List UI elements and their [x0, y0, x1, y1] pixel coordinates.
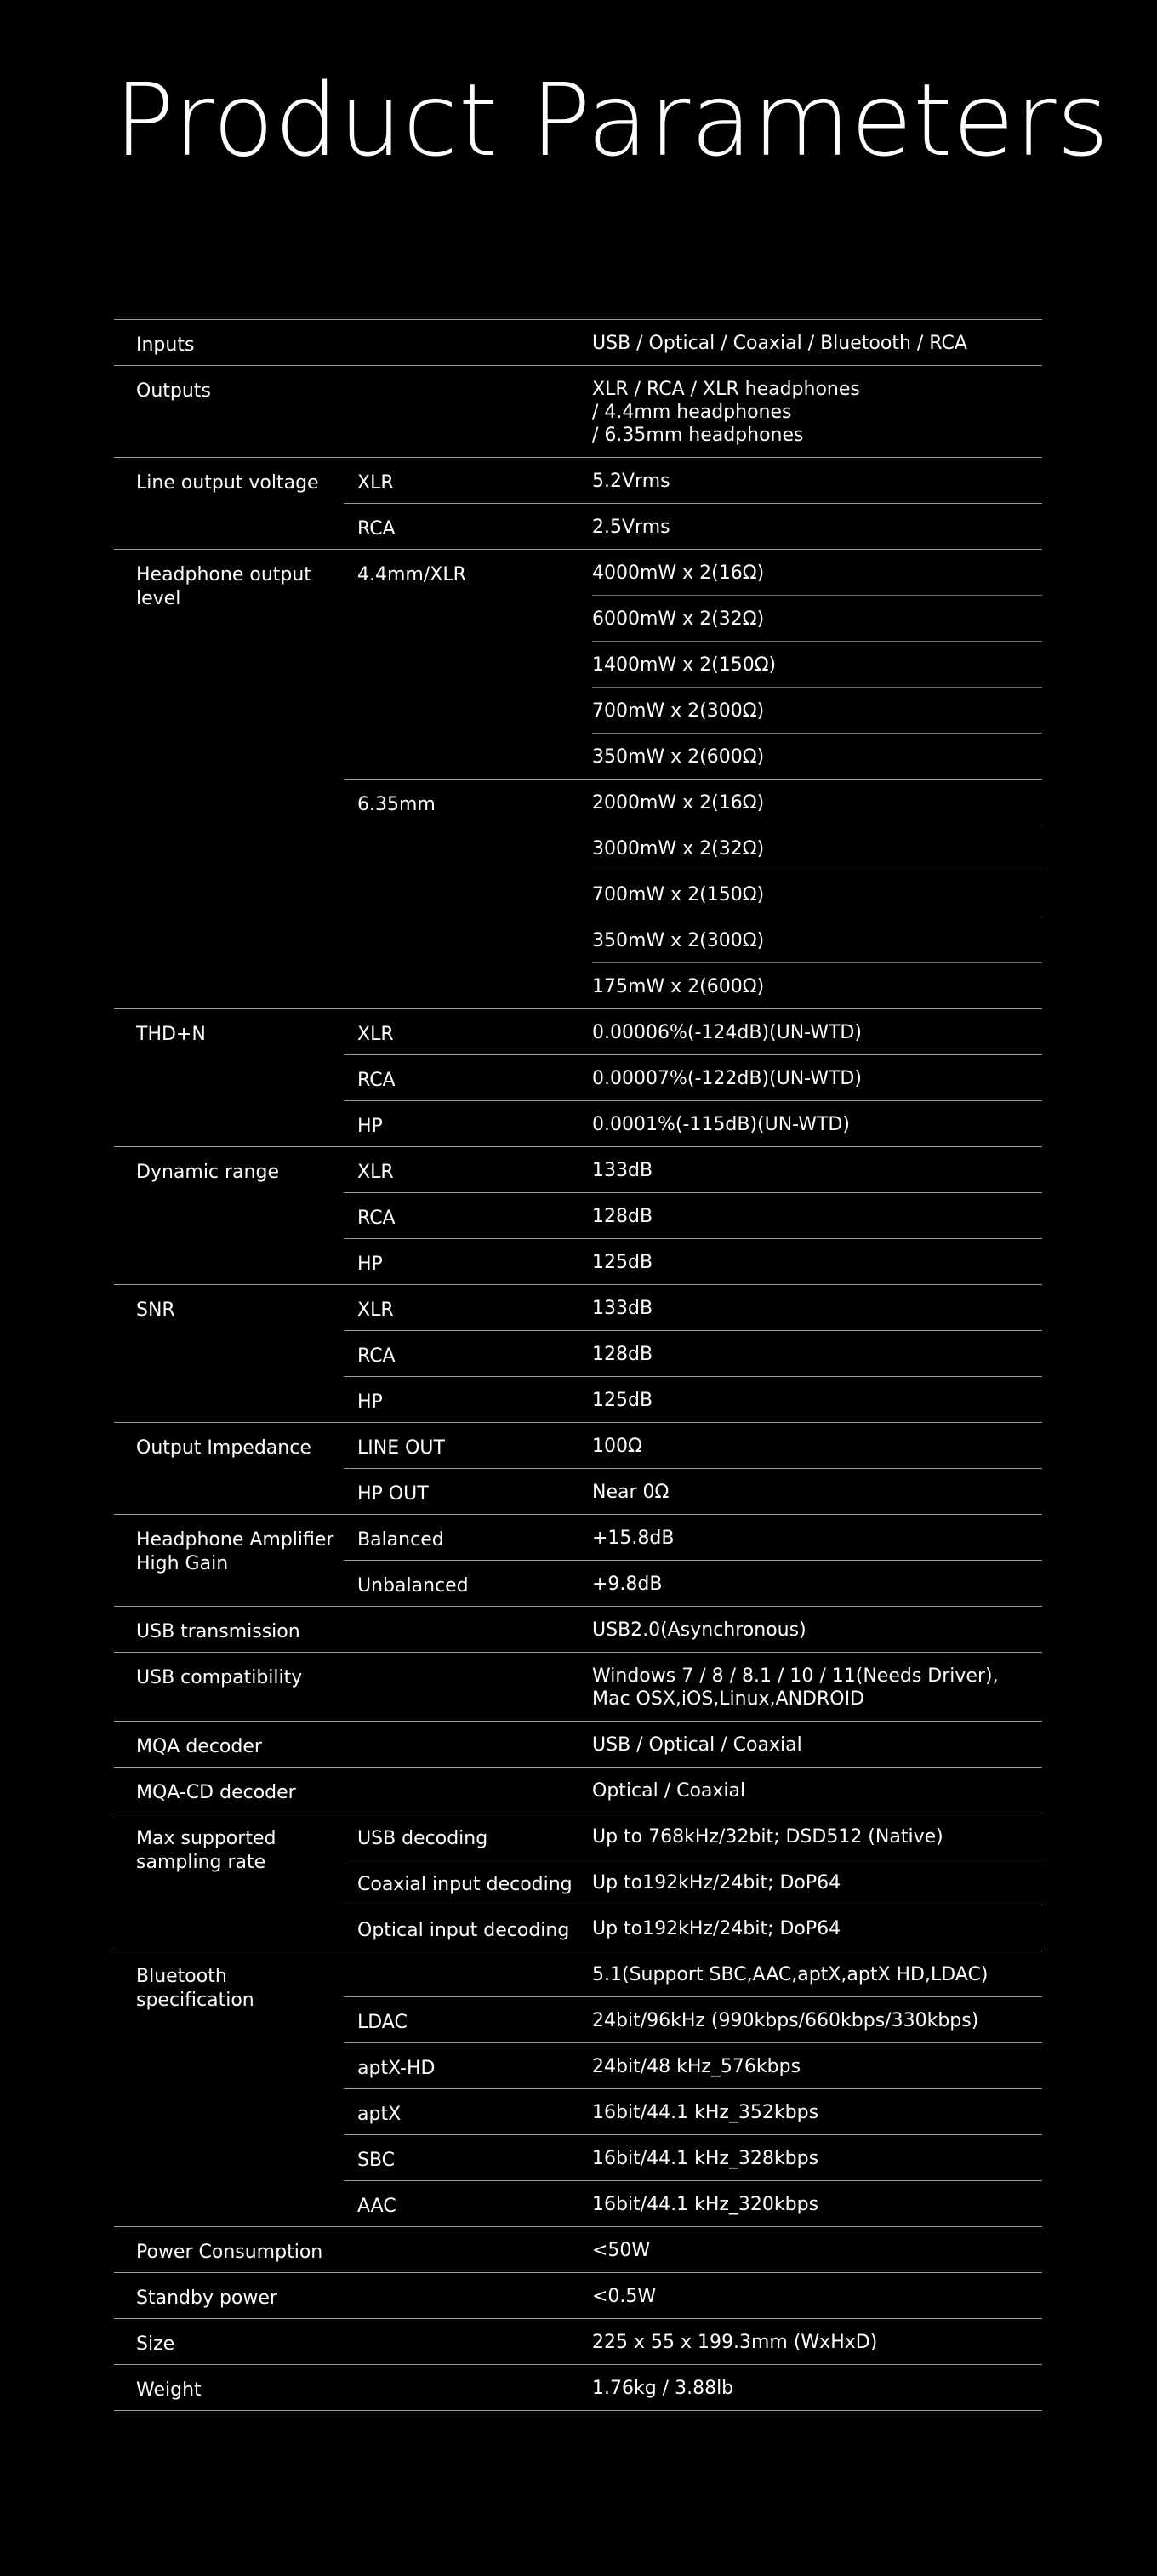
- spec-value: 2.5Vrms: [592, 517, 670, 538]
- spec-value: 24bit/48 kHz_576kbps: [592, 2056, 801, 2077]
- spec-subgroup: [344, 2227, 1042, 2272]
- spec-sublabel: RCA: [357, 518, 396, 540]
- spec-value: 2000mW x 2(16Ω): [592, 792, 765, 814]
- spec-sublabel: XLR: [357, 1024, 394, 1045]
- spec-sublabel: LINE OUT: [357, 1437, 445, 1459]
- spec-sublabel: [344, 2227, 592, 2272]
- spec-subgroup: [344, 550, 1042, 779]
- spec-subgroup: [344, 1330, 1042, 1376]
- spec-label: Output Impedance: [136, 1437, 311, 1459]
- spec-subgroup: [344, 1515, 1042, 1560]
- spec-sublabel: aptX: [357, 2104, 402, 2125]
- spec-sublabel: XLR: [357, 1162, 394, 1183]
- spec-label: Bluetooth specification: [136, 1966, 254, 2011]
- spec-subgroup: [344, 503, 1042, 549]
- spec-value: 350mW x 2(300Ω): [592, 917, 1042, 962]
- spec-subgroup: [344, 1054, 1042, 1100]
- spec-subgroup: [344, 1560, 1042, 1606]
- spec-row: [114, 1515, 1042, 1607]
- spec-label: USB compatibility: [136, 1667, 303, 1688]
- spec-value: Up to192kHz/24bit; DoP64: [592, 1918, 841, 1939]
- spec-subgroup: [344, 1859, 1042, 1905]
- spec-sublabel: 6.35mm: [357, 794, 436, 815]
- spec-value: USB / Optical / Coaxial / Bluetooth / RCA: [592, 333, 967, 354]
- spec-row: [114, 1607, 1042, 1653]
- spec-value: 133dB: [592, 1160, 653, 1181]
- spec-sublabel: XLR: [357, 1299, 394, 1321]
- spec-subgroup: [344, 1722, 1042, 1767]
- spec-label: Outputs: [136, 380, 211, 402]
- spec-subgroup: [344, 320, 1042, 365]
- spec-label: MQA decoder: [136, 1736, 262, 1757]
- spec-label: Standby power: [136, 2288, 277, 2309]
- spec-value: USB / Optical / Coaxial: [592, 1734, 802, 1756]
- spec-subgroup: [344, 1768, 1042, 1813]
- spec-value: <50W: [592, 2240, 651, 2261]
- spec-value: 128dB: [592, 1206, 653, 1227]
- spec-sublabel: HP OUT: [357, 1483, 429, 1505]
- spec-row: [114, 2273, 1042, 2319]
- spec-sublabel: aptX-HD: [357, 2058, 436, 2079]
- spec-row: [114, 1722, 1042, 1768]
- spec-sublabel: Coaxial input decoding: [357, 1874, 573, 1895]
- spec-sublabel: HP: [357, 1116, 383, 1137]
- spec-value: Near 0Ω: [592, 1482, 670, 1503]
- spec-label: Max supported sampling rate: [136, 1828, 276, 1873]
- spec-subgroup: [344, 1423, 1042, 1468]
- spec-table: [114, 319, 1042, 2411]
- spec-subgroup: [344, 1285, 1042, 1330]
- spec-subgroup: [344, 1376, 1042, 1422]
- spec-subgroup: [344, 1468, 1042, 1514]
- spec-label: THD+N: [136, 1024, 206, 1045]
- spec-subgroup: [344, 1905, 1042, 1951]
- spec-label: Headphone Amplifier High Gain: [136, 1529, 334, 1574]
- spec-subgroup: [344, 1996, 1042, 2042]
- spec-subgroup: [344, 2134, 1042, 2180]
- spec-sublabel: RCA: [357, 1070, 396, 1091]
- spec-subgroup: [344, 2319, 1042, 2364]
- spec-value: 0.00007%(-122dB)(UN-WTD): [592, 1068, 862, 1089]
- spec-sublabel: [344, 2319, 592, 2364]
- spec-sublabel: HP: [357, 1391, 383, 1413]
- spec-value: 350mW x 2(600Ω): [592, 733, 1042, 779]
- spec-row: [114, 1813, 1042, 1951]
- spec-value: 1.76kg / 3.88lb: [592, 2378, 734, 2399]
- spec-subgroup: [344, 1100, 1042, 1146]
- spec-subgroup: [344, 1813, 1042, 1859]
- spec-sublabel: [344, 1653, 592, 1721]
- spec-sublabel: Optical input decoding: [357, 1920, 570, 1941]
- spec-sublabel: [344, 366, 592, 457]
- spec-value: Windows 7 / 8 / 8.1 / 10 / 11(Needs Driver), Mac OSX,iOS,Linux,ANDROID: [592, 1665, 999, 1710]
- spec-subgroup: [344, 1238, 1042, 1284]
- spec-value: 4000mW x 2(16Ω): [592, 563, 765, 584]
- spec-value: +9.8dB: [592, 1574, 663, 1595]
- spec-subgroup: [344, 2273, 1042, 2318]
- spec-sublabel: XLR: [357, 472, 394, 494]
- spec-subgroup: [344, 1192, 1042, 1238]
- spec-value: 225 x 55 x 199.3mm (WxHxD): [592, 2332, 878, 2353]
- spec-value: 0.0001%(-115dB)(UN-WTD): [592, 1114, 850, 1135]
- spec-sublabel: AAC: [357, 2196, 396, 2217]
- spec-sublabel: USB decoding: [357, 1828, 488, 1849]
- spec-subgroup: [344, 458, 1042, 503]
- spec-value: +15.8dB: [592, 1528, 675, 1549]
- spec-subgroup: [344, 1653, 1042, 1721]
- spec-subgroup: [344, 1009, 1042, 1054]
- spec-row: [114, 1285, 1042, 1423]
- spec-value: 133dB: [592, 1298, 653, 1319]
- spec-subgroup: [344, 1147, 1042, 1192]
- spec-subgroup: [344, 1607, 1042, 1652]
- spec-label: Weight: [136, 2379, 202, 2401]
- spec-value: 16bit/44.1 kHz_352kbps: [592, 2102, 819, 2123]
- spec-sublabel: [344, 2273, 592, 2318]
- spec-subgroup: [344, 779, 1042, 1008]
- spec-value: Up to192kHz/24bit; DoP64: [592, 1872, 841, 1893]
- spec-value: 125dB: [592, 1390, 653, 1411]
- spec-sublabel: LDAC: [357, 2012, 408, 2033]
- spec-label: USB transmission: [136, 1621, 300, 1642]
- spec-value: 24bit/96kHz (990kbps/660kbps/330kbps): [592, 2010, 979, 2031]
- spec-sublabel: SBC: [357, 2150, 396, 2171]
- spec-value: 16bit/44.1 kHz_328kbps: [592, 2148, 819, 2169]
- spec-subgroup: [344, 2088, 1042, 2134]
- page-title: Product Parameters: [114, 61, 1109, 179]
- spec-subgroup: [344, 2180, 1042, 2226]
- spec-row: [114, 1009, 1042, 1147]
- spec-value: USB2.0(Asynchronous): [592, 1619, 806, 1641]
- spec-value: 5.1(Support SBC,AAC,aptX,aptX HD,LDAC): [592, 1964, 989, 1985]
- spec-row: [114, 2365, 1042, 2411]
- spec-subgroup: [344, 2365, 1042, 2410]
- spec-row: [114, 2227, 1042, 2273]
- spec-row: [114, 366, 1042, 458]
- spec-value: 700mW x 2(300Ω): [592, 687, 1042, 733]
- spec-sublabel: [344, 1768, 592, 1813]
- spec-sublabel: 4.4mm/XLR: [357, 564, 466, 585]
- spec-subgroup: [344, 366, 1042, 457]
- spec-value: <0.5W: [592, 2286, 657, 2307]
- spec-value: 16bit/44.1 kHz_320kbps: [592, 2194, 819, 2215]
- spec-sublabel: RCA: [357, 1208, 396, 1229]
- spec-value: 5.2Vrms: [592, 471, 670, 492]
- spec-label: MQA-CD decoder: [136, 1782, 296, 1803]
- spec-sublabel: Unbalanced: [357, 1575, 469, 1596]
- spec-row: [114, 1768, 1042, 1813]
- spec-sublabel: [344, 1722, 592, 1767]
- spec-sublabel: RCA: [357, 1345, 396, 1367]
- spec-row: [114, 1147, 1042, 1285]
- spec-value: 1400mW x 2(150Ω): [592, 641, 1042, 687]
- spec-value: 175mW x 2(600Ω): [592, 962, 1042, 1008]
- spec-value: 100Ω: [592, 1436, 642, 1457]
- spec-row: [114, 458, 1042, 550]
- spec-label: SNR: [136, 1299, 175, 1321]
- spec-label: Size: [136, 2333, 175, 2355]
- spec-label: Power Consumption: [136, 2242, 323, 2263]
- spec-row: [114, 1423, 1042, 1515]
- spec-label: Line output voltage: [136, 472, 319, 494]
- spec-row: [114, 550, 1042, 1009]
- spec-sublabel: Balanced: [357, 1529, 444, 1551]
- spec-sublabel: [344, 1951, 592, 1996]
- spec-label: Inputs: [136, 334, 195, 356]
- spec-label: Headphone output level: [136, 564, 311, 609]
- spec-sublabel: [344, 1607, 592, 1652]
- spec-value: 6000mW x 2(32Ω): [592, 595, 1042, 641]
- spec-value: 3000mW x 2(32Ω): [592, 825, 1042, 871]
- spec-row: [114, 2319, 1042, 2365]
- spec-sublabel: HP: [357, 1254, 383, 1275]
- spec-value: 0.00006%(-124dB)(UN-WTD): [592, 1022, 862, 1043]
- spec-value: 700mW x 2(150Ω): [592, 871, 1042, 917]
- spec-value: Optical / Coaxial: [592, 1780, 746, 1802]
- spec-row: [114, 320, 1042, 366]
- spec-subgroup: [344, 1951, 1042, 1996]
- spec-value: 125dB: [592, 1252, 653, 1273]
- spec-sublabel: [344, 320, 592, 365]
- spec-value: XLR / RCA / XLR headphones / 4.4mm headphones / 6.35mm headphones: [592, 379, 860, 446]
- spec-value: Up to 768kHz/32bit; DSD512 (Native): [592, 1826, 943, 1848]
- spec-row: [114, 1653, 1042, 1722]
- spec-sublabel: [344, 2365, 592, 2410]
- spec-row: [114, 1951, 1042, 2227]
- spec-value: 128dB: [592, 1344, 653, 1365]
- spec-subgroup: [344, 2042, 1042, 2088]
- spec-label: Dynamic range: [136, 1162, 279, 1183]
